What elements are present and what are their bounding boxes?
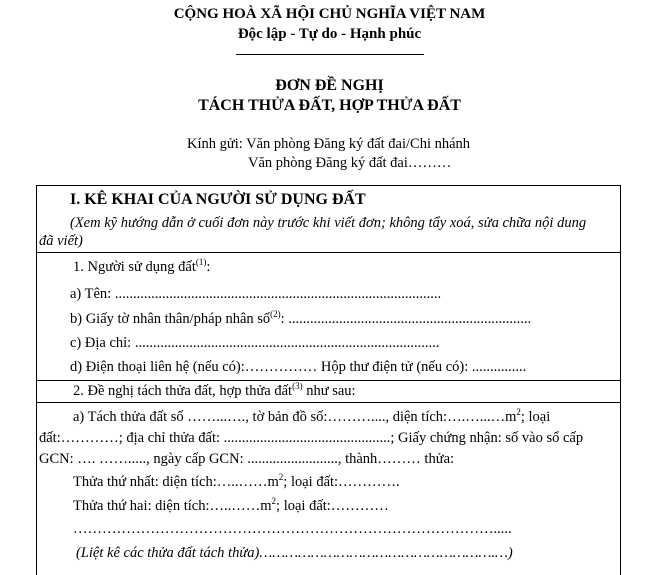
divider-item-2a [36,402,621,403]
field-id-document [70,311,531,328]
plot-1-tail: ; loại đất:…………. [283,474,400,490]
section-note-line-2: đã viết) [39,233,83,249]
plot-2-text: Thửa thứ hai: diện tích:…..……m [73,498,272,514]
section-note-line-1: (Xem kỹ hướng dẫn ở cuối đơn này trước khi viết đơn; không tẩy xoá, sửa chữa nội dung [70,215,587,231]
form-title: ĐƠN ĐỀ NGHỊ [275,77,384,94]
recipient-line-2: Văn phòng Đăng ký đất đai……… [248,155,452,171]
motto: Độc lập - Tự do - Hạnh phúc [237,26,422,42]
national-name: CỘNG HOÀ XÃ HỘI CHỦ NGHĨA VIỆT NAM [173,6,486,22]
item-2-label-text: 2. Đề nghị tách thửa đất, hợp thửa đất [73,383,293,399]
split-line-1-tail: ; loại [520,409,551,425]
plot-1-line [73,474,400,491]
split-line-3: GCN: …. ……....., ngày cấp GCN: ........................., thành……… thửa: [39,451,455,467]
field-phone-email: d) Điện thoại liên hệ (nếu có):…………… Hộp thư điện tử (nếu có): ............... [70,359,527,375]
split-line-2: đất:…………; địa chỉ thửa đất: ..............................................; Giấy chứng nhận: số vào sổ cấp [39,430,584,446]
field-id-document-dots: : ................................................................... [280,311,532,327]
split-line-1-unit-sup: 2 [516,407,521,418]
plot-2-line [73,498,389,515]
item-2-footnote: (3) [292,381,303,392]
header-divider [236,54,424,55]
item-1-footnote: (1) [195,257,207,268]
split-list-note: (Liệt kê các thửa đất tách thửa)……………………………………………….…) [76,545,513,561]
item-2-label [73,383,356,400]
divider-item-2 [36,380,621,381]
field-name: a) Tên: .......................................................................................... [70,286,442,302]
item-1-label-tail: : [206,259,211,275]
item-2-label-tail: như sau: [302,383,356,399]
field-address: c) Địa chỉ: .................................................................................... [70,335,440,351]
divider-section-1 [36,252,621,253]
item-1-label-text: 1. Người sử dụng đất [73,259,196,275]
section-heading: I. KÊ KHAI CỦA NGƯỜI SỬ DỤNG ĐẤT [70,191,366,208]
form-subtitle: TÁCH THỬA ĐẤT, HỢP THỬA ĐẤT [198,97,461,114]
recipient-line-1: Kính gửi: Văn phòng Đăng ký đất đai/Chi nhánh [187,136,471,152]
field-id-document-footnote: (2) [270,309,281,320]
split-line-1 [73,409,550,426]
item-1-label [73,259,210,276]
plot-1-text: Thửa thứ nhất: diện tích:…..……m [73,474,279,490]
plot-2-unit-sup: 2 [271,496,277,507]
blank-dots-line: ……………………………………………………………………………..... [73,521,512,537]
split-line-1-text: a) Tách thửa đất số ……...…., tờ bản đồ số:………...., diện tích:….…...…m [73,409,517,425]
plot-2-tail: ; loại đất:………… [276,498,389,514]
plot-1-unit-sup: 2 [278,472,284,483]
field-id-document-label: b) Giấy tờ nhân thân/pháp nhân số [70,311,271,327]
